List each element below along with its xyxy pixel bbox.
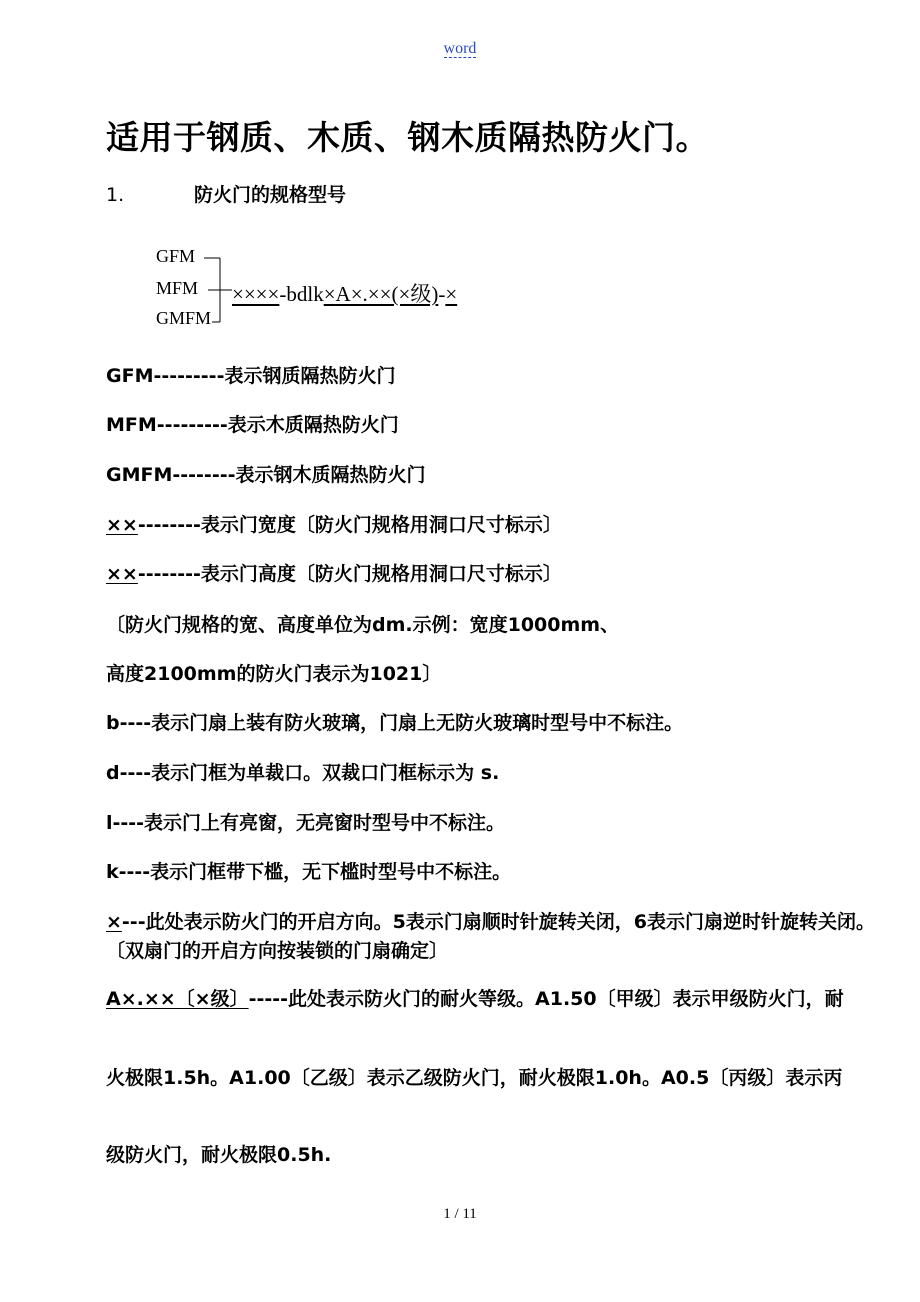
line-gfm: GFM---------表示钢质隔热防火门	[106, 365, 396, 387]
page-number: 1 / 11	[443, 1206, 477, 1222]
bracket-lines	[150, 240, 240, 340]
model-code-figure	[150, 240, 630, 340]
line-gmfm: GMFM--------表示钢木质隔热防火门	[106, 464, 426, 486]
height-symbol: ××	[106, 563, 138, 585]
grade-symbol: A×.××〔×级〕	[106, 988, 249, 1010]
line-b: b----表示门扇上装有防火玻璃，门扇上无防火玻璃时型号中不标注。	[106, 712, 684, 734]
line-unit-1: 〔防火门规格的宽、高度单位为dm.示例：宽度1000mm、	[106, 614, 620, 636]
line-height	[106, 560, 876, 589]
document-title: 适用于钢质、木质、钢木质隔热防火门。	[106, 118, 709, 157]
formula-bdlk: -bdlk	[279, 282, 324, 306]
line-width	[106, 511, 876, 540]
section-title: 防火门的规格型号	[194, 184, 347, 206]
formula-size: ××××	[232, 282, 280, 306]
section-heading	[106, 180, 346, 207]
code-gfm: GFM	[156, 246, 196, 266]
code-mfm: MFM	[156, 278, 199, 298]
code-gmfm: GMFM	[156, 308, 212, 328]
line-grade-3: 级防火门，耐火极限0.5h.	[106, 1144, 332, 1166]
section-number: 1.	[106, 184, 125, 206]
width-text: --------表示门宽度〔防火门规格用洞口尺寸标示〕	[137, 514, 562, 536]
formula-direction: ×	[323, 282, 336, 306]
header-word-link[interactable]	[0, 40, 920, 58]
line-grade-2: 火极限1.5h。A1.00〔乙级〕表示乙级防火门，耐火极限1.0h。A0.5〔丙级〕表示丙	[106, 1067, 843, 1089]
line-mfm: MFM---------表示木质隔热防火门	[106, 414, 399, 436]
line-unit-2: 高度2100mm的防火门表示为1021〕	[106, 663, 442, 685]
width-symbol: ××	[106, 514, 138, 536]
line-grade	[106, 985, 876, 1014]
formula-dash: -	[438, 282, 446, 306]
direction-text: ---此处表示防火门的开启方向。5表示门扇顺时针旋转关闭，6表示门扇逆时针旋转关闭。〔双扇门的开启方向按装锁的门扇确定〕	[106, 911, 876, 962]
line-k: k----表示门框带下槛，无下槛时型号中不标注。	[106, 861, 512, 883]
word-link[interactable]: word	[443, 40, 477, 57]
line-direction	[106, 908, 876, 966]
formula-last: ×	[445, 282, 458, 306]
line-l: l----表示门上有亮窗，无亮窗时型号中不标注。	[106, 812, 506, 834]
line-d: d----表示门框为单裁口。双裁口门框标示为 s.	[106, 762, 500, 784]
grade-text: -----此处表示防火门的耐火等级。A1.50〔甲级〕表示甲级防火门，耐	[248, 988, 844, 1010]
direction-symbol: ×	[106, 911, 122, 933]
model-formula	[232, 278, 457, 308]
height-text: --------表示门高度〔防火门规格用洞口尺寸标示〕	[137, 563, 562, 585]
formula-grade: A×.××(×级)	[335, 282, 439, 306]
